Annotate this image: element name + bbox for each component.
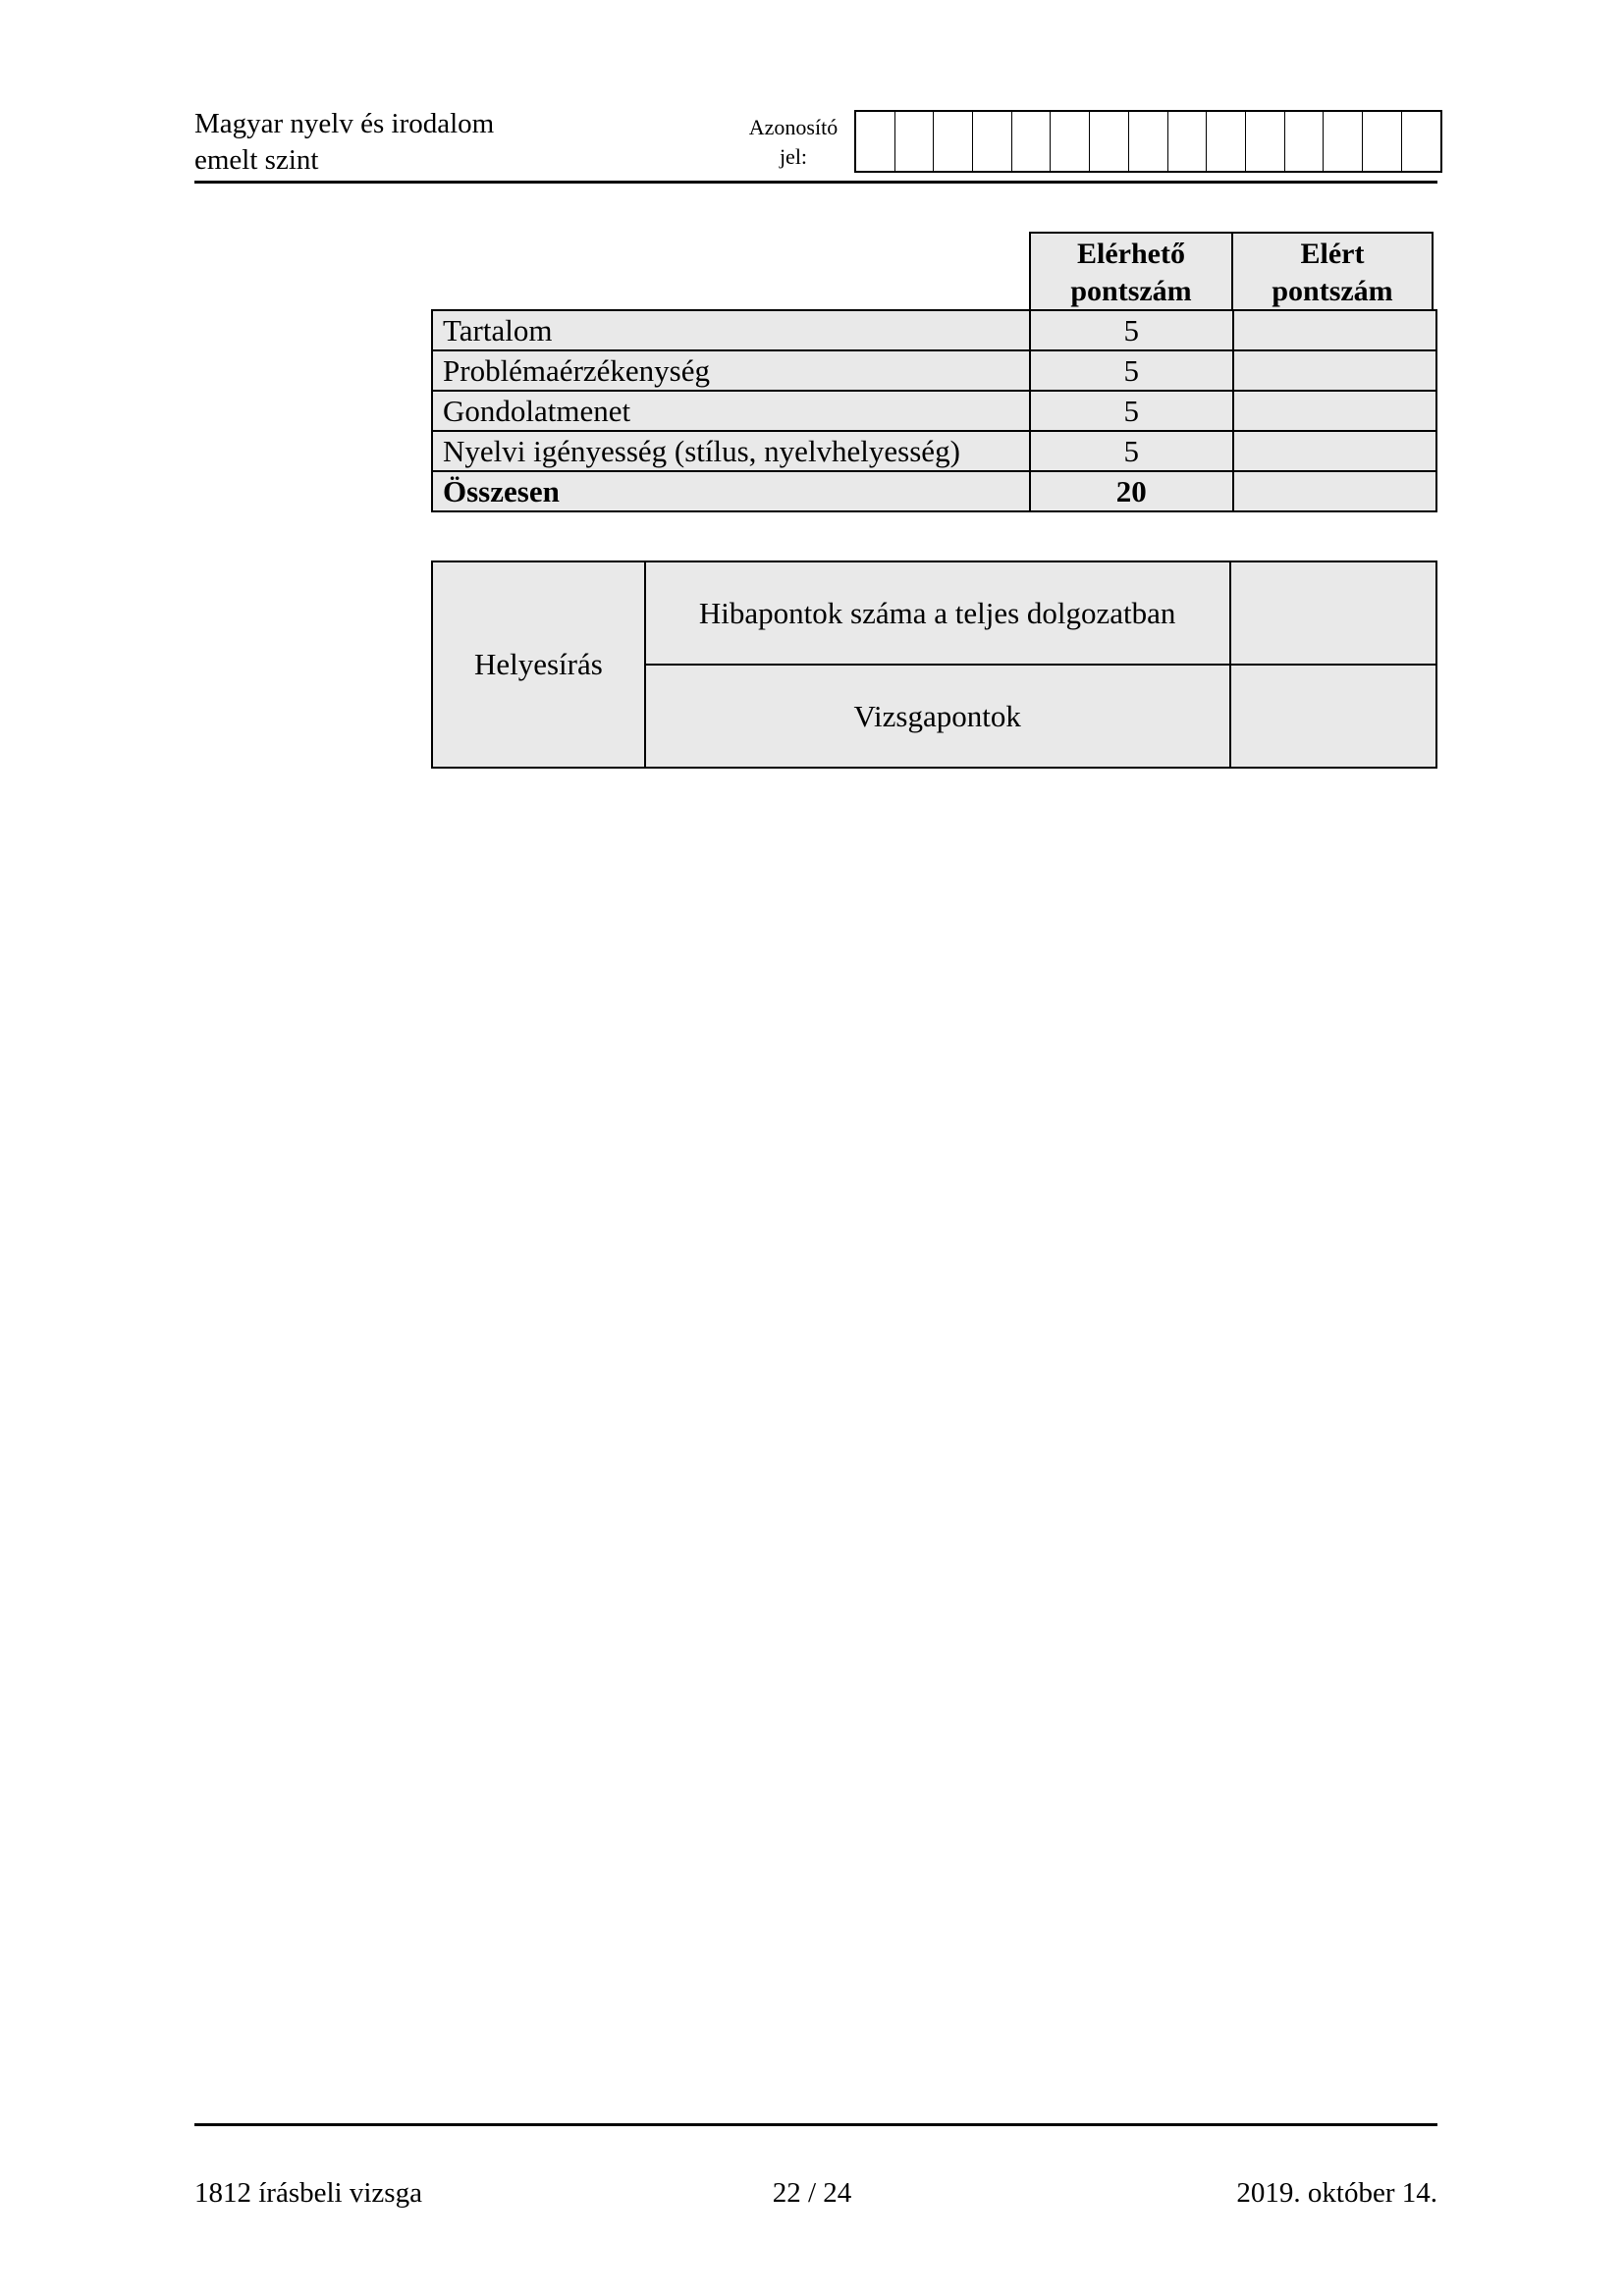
id-code-box[interactable] [1129, 112, 1168, 171]
max-points: 5 [1030, 350, 1233, 391]
error-points-cell[interactable] [1230, 561, 1436, 665]
total-achieved-cell[interactable] [1233, 471, 1436, 511]
table-row [432, 350, 1436, 391]
id-code-box[interactable] [895, 112, 935, 171]
subject-title: Magyar nyelv és irodalom [194, 108, 495, 139]
id-code-box[interactable] [934, 112, 973, 171]
total-row [432, 471, 1436, 511]
id-code-box[interactable] [1090, 112, 1129, 171]
max-points: 5 [1030, 391, 1233, 431]
criterion-label: Gondolatmenet [432, 391, 1030, 431]
footer-exam: 1812 írásbeli vizsga [194, 2177, 422, 2209]
criterion-label: Problémaérzékenység [432, 350, 1030, 391]
score-table [431, 309, 1437, 512]
criterion-label: Tartalom [432, 310, 1030, 350]
total-max-points: 20 [1030, 471, 1233, 511]
achieved-points-cell[interactable] [1233, 350, 1436, 391]
total-label: Összesen [432, 471, 1030, 511]
spelling-label: Helyesírás [432, 561, 645, 768]
col-header-achieved [1231, 232, 1434, 310]
id-code-box[interactable] [1051, 112, 1090, 171]
achieved-points-cell[interactable] [1233, 431, 1436, 471]
spelling-table [431, 561, 1437, 769]
table-row [432, 310, 1436, 350]
error-points-label: Hibapontok száma a teljes dolgozatban [645, 561, 1230, 665]
footer-date: 2019. október 14. [1236, 2177, 1437, 2209]
max-points: 5 [1030, 431, 1233, 471]
id-code-box[interactable] [973, 112, 1012, 171]
id-label-line1: Azonosító [748, 115, 839, 139]
header-divider [194, 181, 1437, 184]
col-header-achieved-line2: pontszám [1272, 275, 1393, 307]
col-header-available-line2: pontszám [1070, 275, 1192, 307]
id-code-box[interactable] [1363, 112, 1402, 171]
id-code-box[interactable] [1012, 112, 1052, 171]
document-header [194, 106, 494, 179]
achieved-points-cell[interactable] [1233, 310, 1436, 350]
exam-points-cell[interactable] [1230, 665, 1436, 768]
col-header-available [1029, 232, 1233, 310]
id-code-box[interactable] [1285, 112, 1325, 171]
footer-divider [194, 2123, 1437, 2126]
achieved-points-cell[interactable] [1233, 391, 1436, 431]
id-label [725, 113, 862, 172]
id-label-line2: jel: [779, 144, 808, 169]
criterion-label: Nyelvi igényesség (stílus, nyelvhelyesség) [432, 431, 1030, 471]
table-row [432, 561, 1436, 665]
id-code-box[interactable] [856, 112, 895, 171]
id-code-box[interactable] [1246, 112, 1285, 171]
id-code-box[interactable] [1168, 112, 1208, 171]
page-number: 22 / 24 [772, 2177, 852, 2209]
max-points: 5 [1030, 310, 1233, 350]
table-row [432, 431, 1436, 471]
id-code-box[interactable] [1324, 112, 1363, 171]
id-code-box[interactable] [1402, 112, 1441, 171]
id-code-boxes[interactable] [854, 110, 1442, 173]
exam-level: emelt szint [194, 144, 319, 176]
col-header-achieved-line1: Elért [1300, 238, 1365, 270]
col-header-available-line1: Elérhető [1077, 238, 1185, 270]
id-code-box[interactable] [1207, 112, 1246, 171]
table-row [432, 391, 1436, 431]
exam-points-label: Vizsgapontok [645, 665, 1230, 768]
